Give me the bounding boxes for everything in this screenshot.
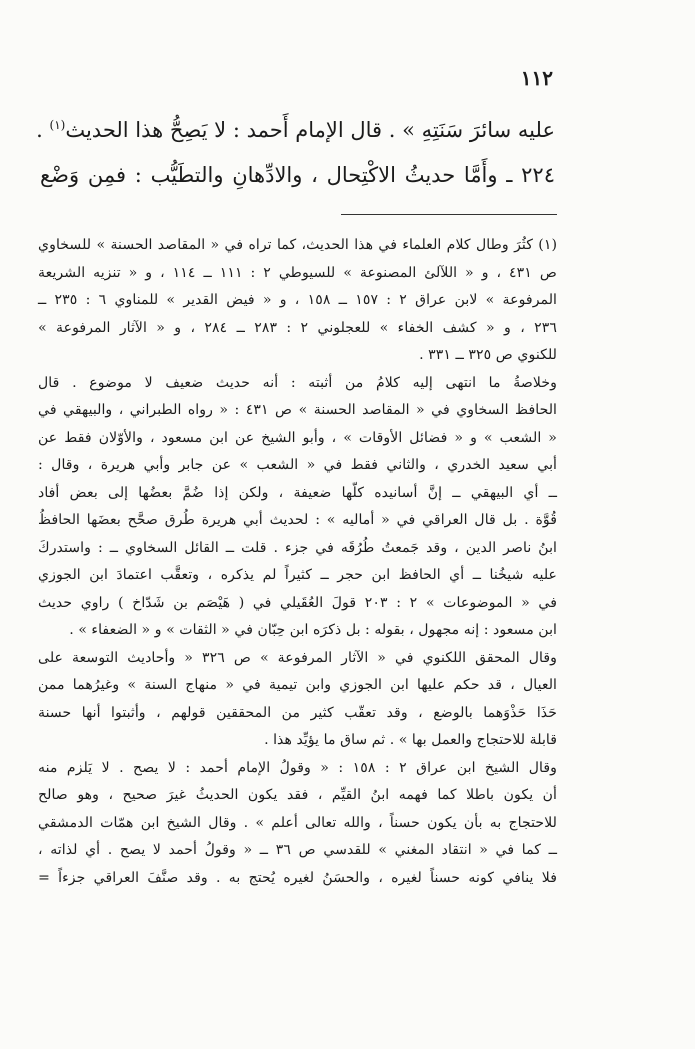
footnote-line: أبي سعيد الخدري ، والثاني فقط في « الشعب » عن جابر وأبي هريرة ، وقال : — [38, 457, 557, 473]
footnote-line: حَذَا حَذْوَهما بالوضع ، وقد تعقّب كثير من المحققين قولهم ، وأثبتوا أنها حسنة — [38, 704, 557, 721]
footnote-line: وقال المحقق اللكنوي في « الآثار المرفوعة » ص ٣٢٦ « وأحاديث التوسعة على — [38, 649, 557, 666]
footnote-line: قُوَّة . بل قال العراقي في « أماليه » : لحديث أبي هريرة طُرق صحَّح بعضَها الحافظُ — [38, 512, 557, 528]
footnote-line: ــ كما في « انتقاد المغني » للقدسي ص ٣٦ ــ « وقولُ أحمد لا يصح . أي لذاته ، — [38, 842, 557, 858]
main-line-1-end: . — [36, 118, 50, 142]
footnote-line: للكنوي ص ٣٢٥ ــ ٣٣١ . — [419, 347, 557, 363]
main-line-1-text: عليه سائرَ سَنَتِهِ » . قال الإمام أَحمد : لا يَصِحُّ هذا الحديث — [65, 118, 555, 142]
footnotes — [38, 232, 557, 892]
footnote-line: ابنُ ناصر الدين ، وقد جَمعتُ طُرُقَه في جزء . قلت ــ القائل السخاوي ــ : واستدركَ — [38, 539, 557, 556]
footnote-line: وخلاصةُ ما انتهى إليه كلامُ من أثبته : أنه حديث ضعيف لا موضوع . قال — [38, 374, 557, 391]
footnote-divider — [341, 214, 557, 215]
footnote-line: أن يكون باطلا كما فهمه ابنُ القيِّم ، فقد يكون الحديثُ غيرَ صحيح ، وهو صالح — [38, 787, 557, 803]
footnote-line: قابلة للاحتجاج والعمل بها » . ثم ساق ما يؤيِّد هذا . — [264, 732, 557, 748]
footnote-line: ٢٣٦ ، و « كشف الخفاء » للعجلوني ٢ : ٢٨٣ ــ ٢٨٤ ، و « الآثار المرفوعة » — [38, 319, 557, 336]
footnote-line: ص ٤٣١ ، و « اللآلئ المصنوعة » للسيوطي ٢ : ١١١ ــ ١١٤ ، و « تنزيه الشريعة — [38, 264, 558, 281]
main-text — [36, 108, 555, 198]
footnote-line: ابن مسعود : إنه مجهول ، بقوله : بل ذكرَه ابن حِبّان في « الثقات » و « الضعفاء » . — [69, 622, 557, 638]
footnote-line: (١) كثُرَ وطال كلام العلماء في هذا الحديث، كما تراه في « المقاصد الحسنة » للسخاوي — [38, 237, 557, 253]
footnote-line: الحافظ السخاوي في « المقاصد الحسنة » ص ٤٣١ : « رواه الطبراني ، والبيهقي في — [38, 402, 557, 418]
footnote-line: في « الموضوعات » ٢ : ٢٠٣ قولَ العُقَيلي في ( هَيْصَم بن شَدّاخ ) راوي حديث — [38, 594, 557, 611]
footnote-line: عليه شيخُنا ــ أي الحافظ ابن حجر ــ كثيراً لم يذكره ، وتعقَّب اعتمادَ ابن الجوزي — [38, 567, 557, 583]
footnote-line: « الشعب » و « فضائل الأوقات » ، وأبو الشيخ عن ابن مسعود ، والأوّلان فقط عن — [38, 429, 557, 446]
footnote-line: ــ أي البيهقي ــ إنَّ أسانيده كلّها ضعيفة ، ولكن إذا ضُمَّ بعضُها إلى بعض أفاد — [38, 484, 557, 501]
main-line-1 — [36, 108, 555, 153]
footnote-line: المرفوعة » لابن عراق ٢ : ١٥٧ ــ ١٥٨ ، و « فيض القدير » للمناوي ٦ : ٢٣٥ ــ — [38, 292, 557, 308]
page-number: ١١٢ — [520, 66, 553, 90]
footnote-line: فلا ينافي كونه حسناً لغيره ، والحسَنُ لغيره يُحتج به . وقد صنَّفَ العراقي جزءاً = — [38, 869, 557, 886]
main-line-2: ٢٢٤ ـ وأَمَّا حديثُ الاكْتِحال ، والادِّهانِ والتطَيُّب : فمِن وَضْع — [40, 163, 555, 187]
footnote-line: العيال ، قد حكم عليها ابن الجوزي وابن تيمية في « منهاج السنة » وغيرُهما ممن — [38, 677, 557, 693]
footnote-line: للاحتجاج به بأن يكون حسناً ، والله تعالى أعلم » . وقال الشيخ ابن همّات الدمشقي — [38, 814, 557, 831]
footnote-line: وقال الشيخ ابن عراق ٢ : ١٥٨ : « وقولُ الإمام أحمد : لا يصح . لا يَلزم منه — [38, 759, 557, 776]
footnote-reference: (١) — [49, 118, 66, 132]
